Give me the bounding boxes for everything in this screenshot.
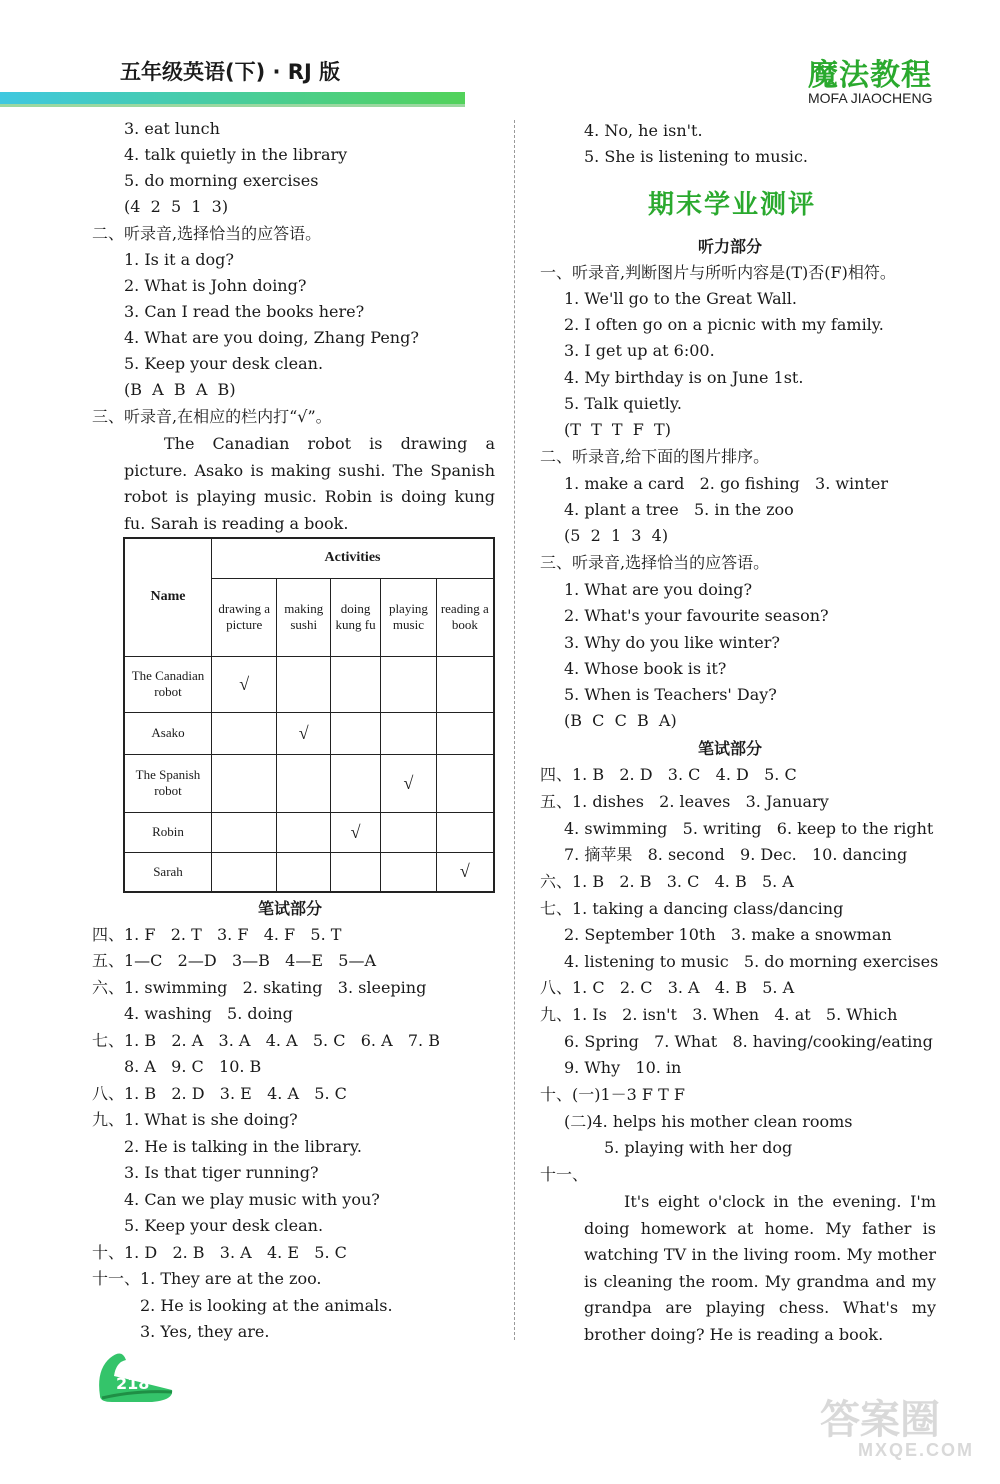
activity-header: drawing a picture: [212, 578, 277, 656]
answer-line: 十、(一)1－3 F T F: [540, 1085, 685, 1104]
section-title: 笔试部分: [698, 739, 763, 758]
row-name: Robin: [124, 812, 212, 852]
answer-line: 2. What is John doing?: [124, 276, 307, 295]
question-heading: 二、听录音,给下面的图片排序。: [540, 447, 770, 466]
activity-header: doing kung fu: [331, 578, 381, 656]
check-cell: [436, 812, 494, 852]
check-cell: [277, 754, 331, 812]
check-cell: [331, 852, 381, 892]
check-cell: [381, 656, 436, 712]
name-header: Name: [124, 538, 212, 656]
answer-line: (5 2 1 3 4): [564, 526, 669, 545]
table-row: [124, 712, 494, 754]
answer-line: 5. When is Teachers' Day?: [564, 685, 777, 704]
check-cell: [331, 656, 381, 712]
answer-line: 四、1. F 2. T 3. F 4. F 5. T: [92, 925, 342, 944]
answer-line: 2. He is talking in the library.: [124, 1137, 362, 1156]
activity-header: making sushi: [277, 578, 331, 656]
answer-line: 七、1. B 2. A 3. A 4. A 5. C 6. A 7. B: [92, 1031, 440, 1050]
answer-line: 5. She is listening to music.: [584, 147, 808, 166]
answer-line: 3. I get up at 6:00.: [564, 341, 715, 360]
check-cell: [436, 754, 494, 812]
section-title: 笔试部分: [258, 899, 323, 918]
check-cell: [277, 852, 331, 892]
brand-subtitle: MOFA JIAOCHENG: [808, 90, 933, 106]
activity-header: reading a book: [436, 578, 494, 656]
page-number-badge: [92, 1340, 176, 1404]
row-name: The Spanish robot: [124, 754, 212, 812]
brand-logo: 魔法教程: [808, 58, 932, 93]
answer-line: 1. What are you doing?: [564, 580, 753, 599]
answer-line: 4. washing 5. doing: [124, 1004, 293, 1023]
exam-title: 期末学业测评: [648, 190, 817, 220]
answer-line: 五、1. dishes 2. leaves 3. January: [540, 792, 829, 811]
answer-line: 5. do morning exercises: [124, 171, 319, 190]
table-row: [124, 656, 494, 712]
check-cell: [436, 712, 494, 754]
answer-line: 2. I often go on a picnic with my family.: [564, 315, 884, 334]
answer-line: 十一、1. They are at the zoo.: [92, 1269, 322, 1288]
table-row: [124, 754, 494, 812]
answer-line: (T T T F T): [564, 420, 671, 439]
check-cell: [381, 852, 436, 892]
answer-line: 六、1. swimming 2. skating 3. sleeping: [92, 978, 427, 997]
answer-line: 4. swimming 5. writing 6. keep to the right: [564, 819, 934, 838]
answer-line: 4. What are you doing, Zhang Peng?: [124, 328, 419, 347]
answer-line: (B C C B A): [564, 711, 677, 730]
column-divider: [514, 120, 515, 1340]
answer-line: 1. We'll go to the Great Wall.: [564, 289, 797, 308]
page-number: 218: [116, 1374, 150, 1393]
answer-line: 3. Can I read the books here?: [124, 302, 365, 321]
answer-line: 4. My birthday is on June 1st.: [564, 368, 804, 387]
activity-header: playing music: [381, 578, 436, 656]
hat-icon: [92, 1340, 176, 1404]
answer-line: 6. Spring 7. What 8. having/cooking/eating: [564, 1032, 933, 1051]
writing-passage: It's eight o'clock in the evening. I'm doing homework at home. My father is watching TV in the living room. My mother is cleaning the room. My grandma and my grandpa are playing chess. What's my brother doing? He is reading a book.: [584, 1192, 936, 1344]
answer-line: 5. Talk quietly.: [564, 394, 682, 413]
question-heading: 十一、: [540, 1165, 589, 1184]
answer-line: 5. Keep your desk clean.: [124, 354, 324, 373]
answer-line: 4. Can we play music with you?: [124, 1190, 380, 1209]
section-title: 听力部分: [698, 237, 763, 256]
book-title: 五年级英语(下) · RJ 版: [120, 60, 341, 84]
check-cell: √: [331, 812, 381, 852]
check-cell: [212, 812, 277, 852]
header-bar-underline: [0, 104, 465, 107]
answer-line: 六、1. B 2. B 3. C 4. B 5. A: [540, 872, 794, 891]
answer-line: 八、1. C 2. C 3. A 4. B 5. A: [540, 978, 795, 997]
answer-line: 4. listening to music 5. do morning exercises: [564, 952, 939, 971]
row-name: Asako: [124, 712, 212, 754]
check-cell: √: [277, 712, 331, 754]
answer-line: 1. make a card 2. go fishing 3. winter: [564, 474, 889, 493]
answer-line: 九、1. Is 2. isn't 3. When 4. at 5. Which: [540, 1005, 898, 1024]
answer-line: 五、1—C 2—D 3—B 4—E 5—A: [92, 951, 376, 970]
activities-table: [123, 537, 495, 893]
row-name: Sarah: [124, 852, 212, 892]
question-heading: 三、听录音,选择恰当的应答语。: [540, 553, 770, 572]
check-cell: [381, 812, 436, 852]
answer-line: 2. September 10th 3. make a snowman: [564, 925, 892, 944]
check-cell: [436, 656, 494, 712]
row-name: The Canadian robot: [124, 656, 212, 712]
answer-line: 3. Is that tiger running?: [124, 1163, 319, 1182]
answer-line: 1. Is it a dog?: [124, 250, 234, 269]
answer-line: (B A B A B): [124, 380, 236, 399]
check-cell: [277, 656, 331, 712]
answer-line: 3. Yes, they are.: [140, 1322, 270, 1341]
check-cell: √: [436, 852, 494, 892]
check-cell: [212, 712, 277, 754]
answer-line: 七、1. taking a dancing class/dancing: [540, 899, 844, 918]
check-cell: [212, 754, 277, 812]
answer-line: 2. What's your favourite season?: [564, 606, 829, 625]
answer-line: 5. playing with her dog: [604, 1138, 793, 1157]
answer-line: 7. 摘苹果 8. second 9. Dec. 10. dancing: [564, 845, 908, 864]
check-cell: [331, 754, 381, 812]
answer-line: 3. eat lunch: [124, 119, 220, 138]
answer-line: 4. plant a tree 5. in the zoo: [564, 500, 794, 519]
check-cell: [277, 812, 331, 852]
check-cell: [381, 712, 436, 754]
answer-line: 4. Whose book is it?: [564, 659, 727, 678]
answer-line: 十、1. D 2. B 3. A 4. E 5. C: [92, 1243, 347, 1262]
answer-line: 4. No, he isn't.: [584, 121, 703, 140]
answer-line: (4 2 5 1 3): [124, 197, 229, 216]
question-heading: 三、听录音,在相应的栏内打“√”。: [92, 407, 332, 426]
answer-line: 8. A 9. C 10. B: [124, 1057, 262, 1076]
check-cell: [212, 852, 277, 892]
check-cell: √: [381, 754, 436, 812]
header-bar: [0, 92, 465, 104]
check-cell: √: [212, 656, 277, 712]
answer-line: 9. Why 10. in: [564, 1058, 682, 1077]
question-heading: 一、听录音,判断图片与所听内容是(T)否(F)相符。: [540, 263, 896, 282]
table-row: [124, 812, 494, 852]
listening-text: The Canadian robot is drawing a picture. Asako is making sushi. The Spanish robot is playing music. Robin is doing kung fu. Sarah is reading a book.: [124, 434, 495, 533]
answer-line: 4. talk quietly in the library: [124, 145, 348, 164]
answer-line: 3. Why do you like winter?: [564, 633, 780, 652]
activities-header: Activities: [212, 538, 495, 578]
question-heading: 二、听录音,选择恰当的应答语。: [92, 224, 322, 243]
answer-line: (二)4. helps his mother clean rooms: [564, 1112, 853, 1131]
table-row: [124, 852, 494, 892]
answer-line: 九、1. What is she doing?: [92, 1110, 298, 1129]
watermark-url: MXQE.COM: [858, 1440, 975, 1460]
watermark-logo: 答案圈: [820, 1397, 940, 1443]
answer-line: 八、1. B 2. D 3. E 4. A 5. C: [92, 1084, 347, 1103]
answer-line: 四、1. B 2. D 3. C 4. D 5. C: [540, 765, 797, 784]
check-cell: [331, 712, 381, 754]
answer-line: 2. He is looking at the animals.: [140, 1296, 393, 1315]
answer-line: 5. Keep your desk clean.: [124, 1216, 324, 1235]
